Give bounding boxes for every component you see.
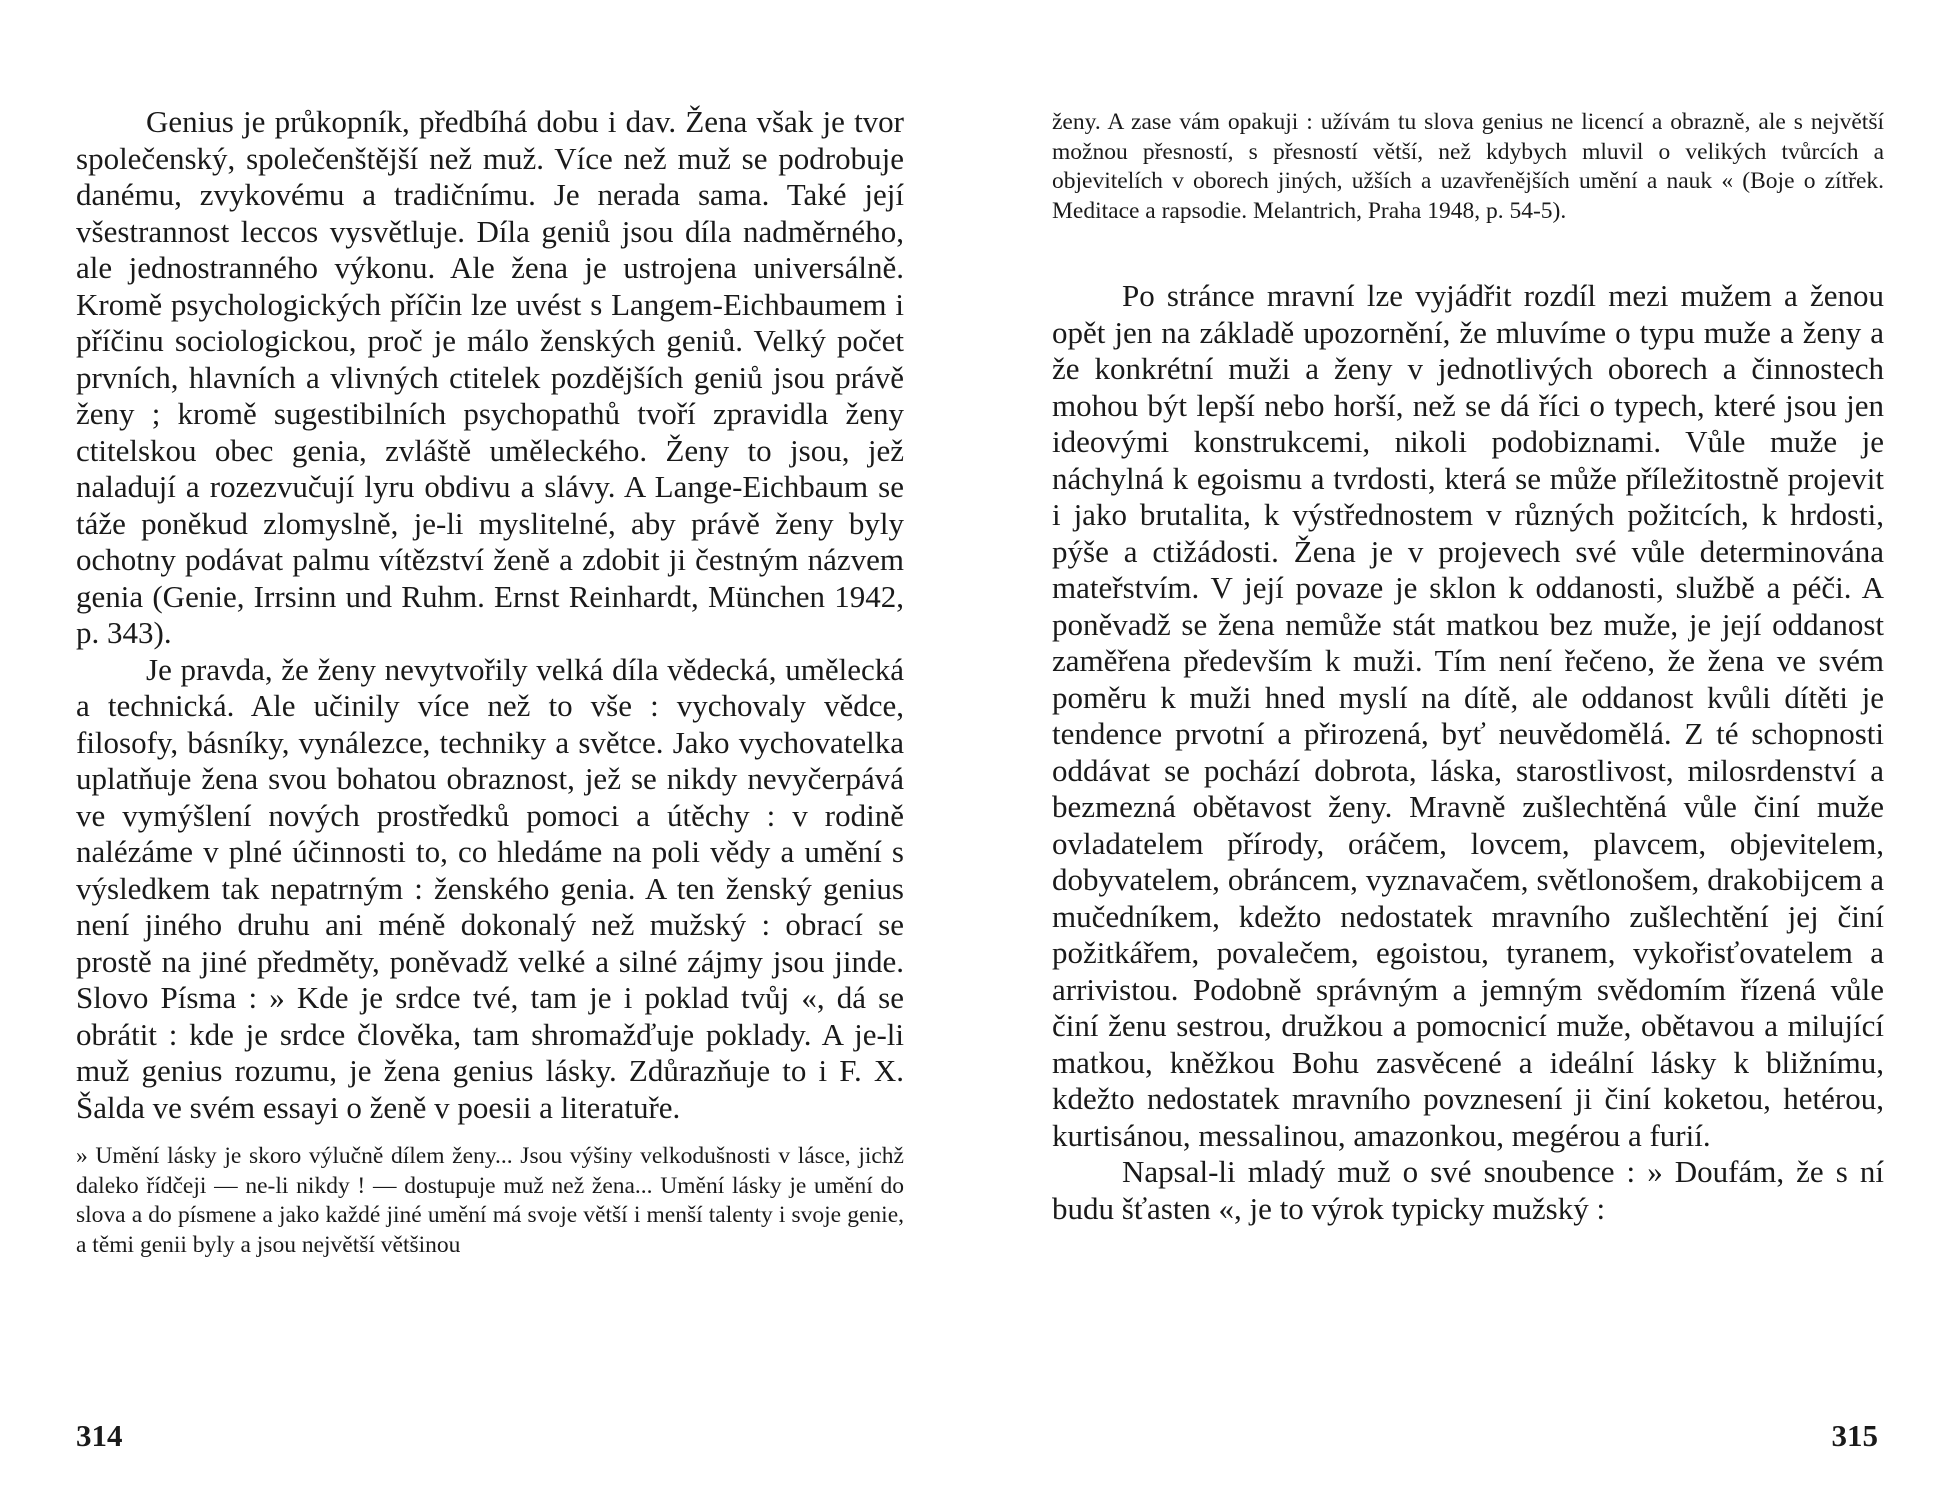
page-number-left: 314 — [76, 1418, 123, 1453]
right-page — [968, 0, 1936, 1500]
page-number-right: 315 — [1831, 1418, 1878, 1453]
right-footnote-continuation: ženy. A zase vám opakuji : užívám tu slova genius ne licencí a obrazně, ale s největší možnou přesností, s přesností větší, než kdybych mluvil o velikých tvůrcích a objevitelích v oborech jiných, užších a uzavřenějších umění a nauk « (Boje o zítřek. Meditace a rapsodie. Melantrich, Praha 1948, p. 54-5). — [1052, 109, 1884, 224]
left-paragraph-1: Genius je průkopník, předbíhá dobu i dav. Žena však je tvor společenský, společenštější než muž. Více než muž se podrobuje danému, zvykovému a tradičnímu. Je nerada sama. Také její všestrannost leccos vysvětluje. Díla geniů jsou díla nadměrného, ale jednostranného výkonu. Ale žena je ustrojena universálně. Kromě psychologických příčin lze uvést s Langem-Eichbaumem i příčinu sociologickou, proč je málo ženských geniů. Velký počet prvních, hlavních a vlivných ctitelek pozdějších geniů jsou právě ženy ; kromě sugestibilních psychopathů tvoří zpravidla ženy ctitelskou obec genia, zvláště uměleckého. Ženy to jsou, jež naladují a rozezvučují lyru obdivu a slávy. A Lange-Eichbaum se táže poněkud zlomyslně, je-li myslitelné, aby právě ženy byly ochotny podávat palmu vítězství ženě a zdobit ji čestným názvem genia (Genie, Irrsinn und Ruhm. Ernst Reinhardt, München 1942, p. 343). — [76, 104, 904, 650]
left-paragraph-2: Je pravda, že ženy nevytvořily velká díla vědecká, umělecká a technická. Ale učinily více než to vše : vychovaly vědce, filosofy, básníky, vynálezce, techniky a světce. Jako vychovatelka uplatňuje žena svou bohatou obraznost, jež se nikdy nevyčerpává ve vymýšlení nových prostředků pomoci a útěchy : v rodině nalézáme v plné účinnosti to, co hledáme na poli vědy a umění s výsledkem tak nepatrným : ženského genia. A ten ženský genius není jiného druhu ani méně dokonalý než mužský : obrací se prostě na jiné předměty, poněvadž velké a silné zájmy jsou jinde. Slovo Písma : » Kde je srdce tvé, tam je i poklad tvůj «, dá se obrátit : kde je srdce člověka, tam shromažďuje poklady. A je-li muž genius rozumu, je žena genius lásky. Zdůrazňuje to i F. X. Šalda ve svém essayi o ženě v poesii a literatuře. — [76, 651, 904, 1125]
left-text-column — [76, 104, 904, 1260]
right-text-column — [1052, 108, 1884, 1227]
right-paragraph-2: Napsal-li mladý muž o své snoubence : » Doufám, že s ní budu šťasten «, je to výrok typicky mužský : — [1052, 1154, 1884, 1226]
right-paragraph-1: Po stránce mravní lze vyjádřit rozdíl mezi mužem a ženou opět jen na základě upozornění, že mluvíme o typu muže a ženy a že konkrétní muži a ženy v jednotlivých oborech a činnostech mohou být lepší nebo horší, než se dá říci o typech, které jsou jen ideovými konstrukcemi, nikoli podobiznami. Vůle muže je náchylná k egoismu a tvrdosti, která se může příležitostně projevit i jako brutalita, k výstřednostem v různých požitcích, k hrdosti, pýše a ctižádosti. Žena je v projevech své vůle determinována mateřstvím. V její povaze je sklon k oddanosti, službě a péči. A poněvadž se žena nemůže stát matkou bez muže, je její oddanost zaměřena především k muži. Tím není řečeno, že žena ve svém poměru k muži hned myslí na dítě, ale oddanost kvůli dítěti je tendence prvotní a přirozená, byť neuvědomělá. Z té schopnosti oddávat se pochází dobrota, láska, starostlivost, milosrdenství a bezmezná obětavost ženy. Mravně zušlechtěná vůle činí muže ovladatelem přírody, oráčem, lovcem, plavcem, objevitelem, dobyvatelem, obráncem, vyznavačem, světlonošem, drakobijcem a mučedníkem, kdežto nedostatek mravního zušlechtění jej činí požitkářem, povalečem, egoistou, tyranem, vykořisťovatelem a arrivistou. Podobně správným a jemným svědomím řízená vůle činí ženu sestrou, družkou a pomocnicí muže, obětavou a milující matkou, kněžkou Bohu zasvěcené a ideální lásky k bližnímu, kdežto nedostatek mravního povznesení ji činí koketou, hetérou, kurtisánou, messalinou, amazonkou, megérou a furií. — [1052, 278, 1884, 1153]
left-footnote: » Umění lásky je skoro výlučně dílem ženy... Jsou výšiny velkodušnosti v lásce, jichž daleko řídčeji — ne-li nikdy ! — dostupuje muž než žena... Umění lásky je umění do slova a do písmene a jako každé jiné umění má svoje větší i menší talenty i svoje genie, a těmi genii byly a jsou největší většinou — [76, 1143, 904, 1258]
